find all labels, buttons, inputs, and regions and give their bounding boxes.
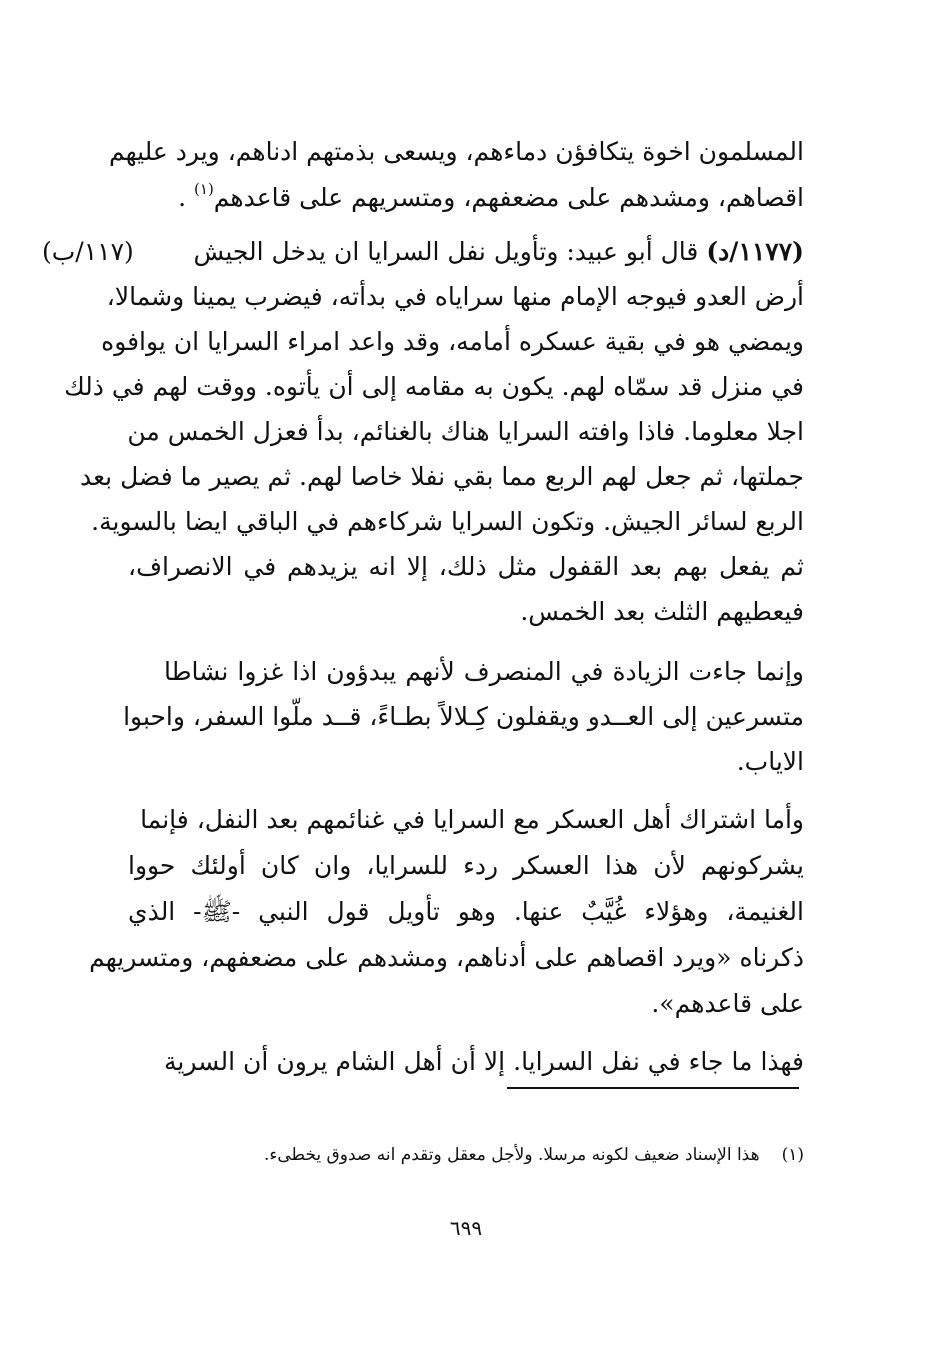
paragraph1-line-2-text: اقصاهم، ومشدهم على مضعفهم، ومتسريهم على قاعدهم: [213, 183, 804, 212]
paragraph4-line-2: يشركونهم لأن هذا العسكر ردء للسرايا، وان كان أولئك حووا: [128, 851, 804, 880]
paragraph2-line-8: ثم يفعل بهم بعد القفول مثل ذلك، إلا انه يزيدهم في الانصراف،: [128, 552, 804, 581]
paragraph5-line-1: فهذا ما جاء في نفل السرايا. إلا أن أهل الشام يرون أن السرية: [164, 1047, 804, 1076]
page-number: ٦٩٩: [449, 1216, 483, 1240]
paragraph2-line-9: فيعطيهم الثلث بعد الخمس.: [520, 597, 804, 626]
paragraph4-line-3: الغنيمة، وهؤلاء غُيَّبٌ عنها. وهو تأويل قول النبي -ﷺ- الذي: [128, 897, 804, 926]
paragraph2-line-1: [164, 232, 804, 272]
footnote-marker: (١): [194, 180, 214, 198]
paragraph3-line-2: متسرعين إلى العــدو ويقفلون كِـلالاً بطـاءً، قــد ملّوا السفر، واحبوا: [123, 702, 804, 731]
paragraph1-line-2-end: .: [178, 183, 187, 212]
paragraph4-line-5: على قاعدهم».: [651, 989, 804, 1018]
paragraph1-line-2: [128, 178, 804, 218]
paragraph1-line-1: المسلمون اخوة يتكافؤن دماءهم، ويسعى بذمتهم ادناهم، ويرد عليهم: [108, 137, 804, 166]
paragraph2-line-3: ويمضي هو في بقية عسكره أمامه، وقد واعد امراء السرايا ان يوافوه: [101, 327, 804, 356]
paragraph2-line-5: اجلا معلوما. فاذا وافته السرايا هناك بالغنائم، بدأ فعزل الخمس من: [127, 417, 804, 446]
footnote-number: (١): [781, 1145, 804, 1165]
paragraph2-line-6: جملتها، ثم جعل لهم الربع مما بقي نفلا خاصا لهم. ثم يصير ما فضل بعد: [80, 462, 804, 491]
paragraph3-line-1: وإنما جاءت الزيادة في المنصرف لأنهم يبدؤون اذا غزوا نشاطا: [164, 657, 804, 686]
paragraph4-line-4: ذكرناه «ويرد اقصاهم على أدناهم، ومشدهم على مضعفهم، ومتسريهم: [89, 943, 804, 972]
paragraph4-line-1: وأما اشتراك أهل العسكر مع السرايا في غنائمهم بعد النفل، فإنما: [140, 805, 804, 834]
footnote: [264, 1140, 804, 1170]
manuscript-ref-right: (١١٧٧/د): [706, 237, 804, 266]
manuscript-ref-left: (١١٧/ب): [42, 237, 134, 266]
paragraph2-line-2: أرض العدو فيوجه الإمام منها سراياه في بدأته، فيضرب يمينا وشمالا،: [106, 282, 804, 311]
footnote-separator: [507, 1087, 799, 1089]
footnote-text: هذا الإسناد ضعيف لكونه مرسلا. ولأجل معقل وتقدم انه صدوق يخطىء.: [263, 1145, 760, 1165]
paragraph2-line-1-text: قال أبو عبيد: وتأويل نفل السرايا ان يدخل الجيش: [193, 237, 699, 266]
paragraph2-line-4: في منزل قد سمّاه لهم. يكون به مقامه إلى أن يأتوه. ووقت لهم في ذلك: [64, 372, 804, 401]
paragraph3-line-3: الاياب.: [736, 747, 804, 776]
paragraph2-line-7: الربع لسائر الجيش. وتكون السرايا شركاءهم في الباقي ايضا بالسوية.: [91, 507, 804, 536]
